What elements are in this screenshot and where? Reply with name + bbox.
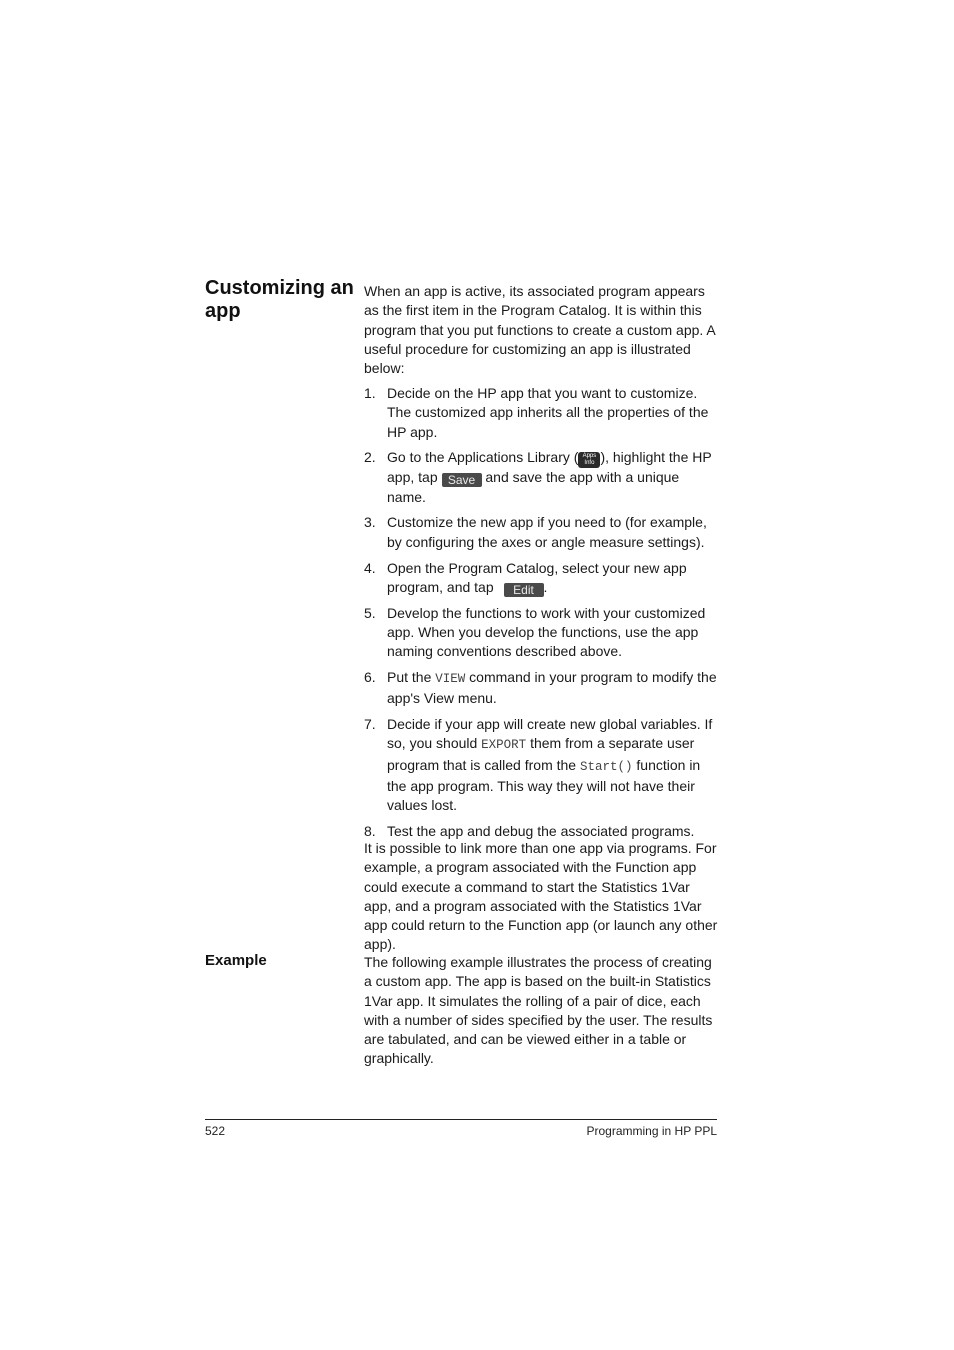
code-view: VIEW	[435, 672, 466, 687]
section-heading: Customizing an app	[205, 277, 354, 322]
code-start: Start()	[579, 759, 633, 774]
apps-key-icon	[578, 452, 600, 468]
step-text-part: command in your program to modify the app's View menu.	[387, 669, 717, 707]
step-text-part: Go to the Applications Library (	[387, 449, 579, 466]
chapter-title: Programming in HP PPL	[586, 1124, 717, 1138]
step-text-part: .	[543, 578, 548, 595]
step-text-part: and save the app with a unique name.	[387, 469, 680, 505]
edit-softkey: Edit	[504, 583, 544, 597]
footer-divider	[205, 1119, 717, 1120]
list-item	[364, 448, 720, 507]
step-text-part: ), highlight the HP app, tap	[387, 449, 712, 486]
step-number: 6.	[364, 669, 376, 686]
step-text	[387, 668, 720, 709]
example-paragraph: The following example illustrates the process of creating a custom app. The app is based on the built-in Statistics 1Var app. It simulates the rolling of a pair of dice, each with a number of sides specified by the user. The results are tabulated, and can be viewed either in a table or graphically.	[364, 954, 713, 1067]
step-text: Develop the functions to work with your customized app. When you develop the functions, use the app naming conventions described above.	[387, 604, 706, 660]
step-number: 8.	[364, 823, 376, 840]
steps-list	[364, 384, 720, 848]
apps-key-label-top: Apps	[582, 453, 597, 460]
list-item	[364, 384, 720, 442]
step-text-part: Put the	[387, 669, 436, 686]
step-number: 3.	[364, 514, 376, 531]
list-item	[364, 513, 720, 552]
step-text-part: function in the app program. This way they will not have their values lost.	[387, 756, 701, 814]
page-number: 522	[205, 1124, 226, 1138]
step-number: 1.	[364, 385, 376, 401]
list-item	[364, 604, 720, 662]
step-text	[387, 448, 720, 507]
example-heading: Example	[205, 952, 267, 969]
save-softkey: Save	[442, 473, 482, 487]
step-text-part: them from a separate user program that is called from the	[387, 735, 695, 773]
step-text: Decide on the HP app that you want to customize. The customized app inherits all the properties of the HP app.	[387, 385, 709, 440]
list-item	[364, 715, 720, 815]
step-text: Customize the new app if you need to (for example, by configuring the axes or angle measure settings).	[387, 514, 707, 550]
apps-key-label-bottom: Info	[584, 460, 595, 467]
code-export: EXPORT	[481, 738, 527, 753]
step-number: 4.	[364, 559, 376, 576]
step-text-part: Decide if your app will create new global variables. If so, you should	[387, 716, 713, 752]
step-text	[387, 559, 720, 598]
list-item	[364, 559, 720, 598]
step-number: 7.	[364, 716, 376, 733]
closing-paragraph: It is possible to link more than one app via programs. For example, a program associated with the Function app could execute a command to start the Statistics 1Var app, and a program associated with the Statistics 1Var app could return to the Function app (or launch any other app).	[364, 840, 718, 953]
list-item	[364, 668, 720, 709]
step-text: Test the app and debug the associated programs.	[387, 823, 695, 840]
step-text-part: Open the Program Catalog, select your new app program, and tap	[387, 559, 687, 595]
intro-paragraph: When an app is active, its associated program appears as the first item in the Program Catalog. It is within this program that you put functions to create a custom app. A useful procedure for customizing an app is illustrated below:	[364, 283, 715, 377]
step-text	[387, 715, 720, 815]
step-number: 5.	[364, 604, 376, 621]
step-number: 2.	[364, 449, 376, 466]
